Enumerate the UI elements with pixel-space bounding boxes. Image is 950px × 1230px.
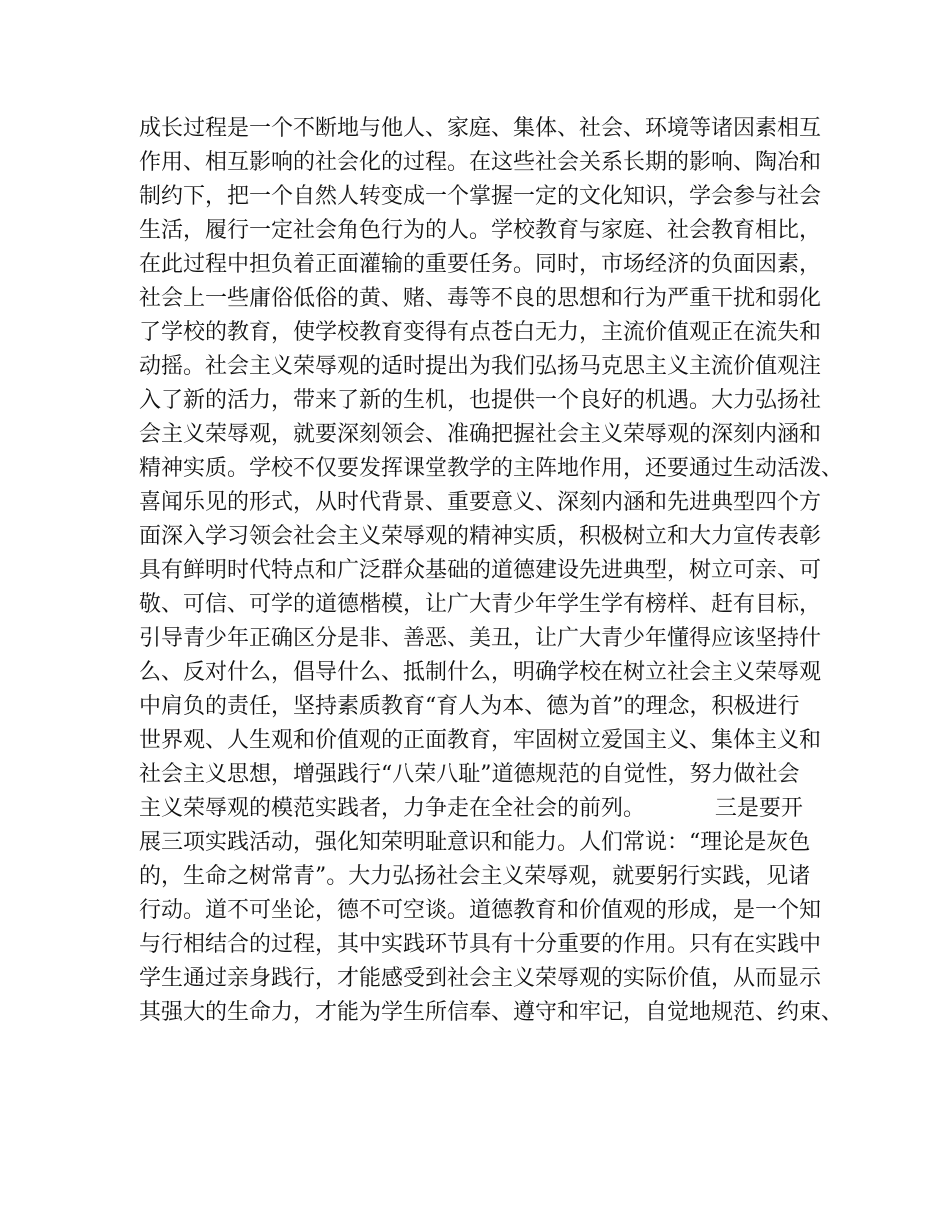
text-line: 了学校的教育，使学校教育变得有点苍白无力，主流价值观正在流失和	[139, 320, 822, 345]
text-line: 其强大的生命力，才能为学生所信奉、遵守和牢记，自觉地规范、约束、	[139, 1000, 844, 1025]
text-line: 主义荣辱观的模范实践者，力争走在全社会的前列。 三是要开	[139, 796, 803, 821]
text-line: 中肩负的责任，坚持素质教育“育人为本、德为首”的理念，积极进行	[139, 694, 800, 719]
text-line: 敬、可信、可学的道德楷模，让广大青少年学生学有榜样、赶有目标，	[139, 592, 822, 617]
text-line: 喜闻乐见的形式，从时代背景、重要意义、深刻内涵和先进典型四个方	[139, 490, 822, 515]
text-line: 行动。道不可坐论，德不可空谈。道德教育和价值观的形成，是一个知	[139, 898, 822, 923]
text-line: 么、反对什么，倡导什么、抵制什么，明确学校在树立社会主义荣辱观	[139, 660, 822, 685]
text-line: 与行相结合的过程，其中实践环节具有十分重要的作用。只有在实践中	[139, 932, 822, 957]
text-line: 面深入学习领会社会主义荣辱观的精神实质，积极树立和大力宣传表彰	[139, 524, 822, 549]
text-line: 在此过程中担负着正面灌输的重要任务。同时，市场经济的负面因素，	[139, 252, 822, 277]
text-line: 作用、相互影响的社会化的过程。在这些社会关系长期的影响、陶冶和	[139, 150, 822, 175]
text-line: 精神实质。学校不仅要发挥课堂教学的主阵地作用，还要通过生动活泼、	[139, 456, 844, 481]
text-line: 入了新的活力，带来了新的生机，也提供一个良好的机遇。大力弘扬社	[139, 388, 822, 413]
text-line: 制约下，把一个自然人转变成一个掌握一定的文化知识，学会参与社会	[139, 184, 822, 209]
text-line: 社会上一些庸俗低俗的黄、赌、毒等不良的思想和行为严重干扰和弱化	[139, 286, 822, 311]
text-line: 学生通过亲身践行，才能感受到社会主义荣辱观的实际价值，从而显示	[139, 966, 822, 991]
text-line: 引导青少年正确区分是非、善恶、美丑，让广大青少年懂得应该坚持什	[139, 626, 822, 651]
text-line: 成长过程是一个不断地与他人、家庭、集体、社会、环境等诸因素相互	[139, 116, 822, 141]
text-line: 生活，履行一定社会角色行为的人。学校教育与家庭、社会教育相比，	[139, 218, 822, 243]
text-line: 的，生命之树常青”。大力弘扬社会主义荣辱观，就要躬行实践，见诸	[139, 864, 811, 889]
text-line: 展三项实践活动，强化知荣明耻意识和能力。人们常说：“理论是灰色	[139, 830, 811, 855]
text-line: 世界观、人生观和价值观的正面教育，牢固树立爱国主义、集体主义和	[139, 728, 822, 753]
text-line: 社会主义思想，增强践行“八荣八耻”道德规范的自觉性，努力做社会	[139, 762, 800, 787]
text-line: 会主义荣辱观，就要深刻领会、准确把握社会主义荣辱观的深刻内涵和	[139, 422, 822, 447]
text-line: 动摇。社会主义荣辱观的适时提出为我们弘扬马克思主义主流价值观注	[139, 354, 822, 379]
body-text	[139, 112, 844, 1030]
text-line: 具有鲜明时代特点和广泛群众基础的道德建设先进典型，树立可亲、可	[139, 558, 822, 583]
